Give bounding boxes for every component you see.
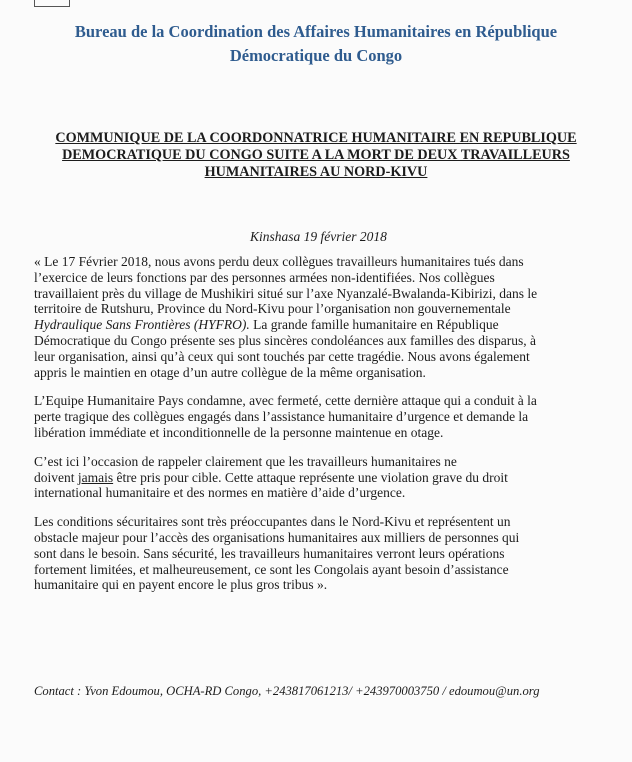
- communique-title: [30, 130, 602, 181]
- text-line: libération immédiate et inconditionnelle de la personne maintenue en otage.: [34, 424, 444, 440]
- text-line: travaillaient près du village de Mushikiri situé sur l’axe Nyanzalé-Bwalanda-Kibirizi, dans le: [34, 285, 538, 301]
- text-line: leur organisation, ainsi qu’à ceux qui sont touchés par cette tragédie. Nous avons également: [34, 348, 530, 364]
- letterhead-line-2: Démocratique du Congo: [229, 46, 403, 65]
- paragraph-4: [34, 514, 622, 593]
- text-span: La grande famille humanitaire en République: [249, 317, 499, 333]
- letterhead-logo-fragment: [34, 0, 70, 7]
- text-line: perte tragique des collègues engagés dans l’assistance humanitaire d’urgence et demande la: [34, 409, 529, 425]
- text-line: C’est ici l’occasion de rappeler clairement que les travailleurs humanitaires ne: [34, 453, 457, 469]
- text-line: territoire de Rutshuru, Province du Nord-Kivu pour l’organisation non gouvernementale: [34, 301, 511, 317]
- text-line: appris le maintien en otage d’un autre collègue de la même organisation.: [34, 364, 426, 380]
- text-line: [34, 470, 622, 486]
- text-line: [34, 317, 622, 333]
- title-line-2: DEMOCRATIQUE DU CONGO SUITE A LA MORT DE DEUX TRAVAILLEURS: [62, 147, 570, 163]
- paragraph-3: [34, 454, 622, 501]
- letterhead: [0, 20, 632, 68]
- communique-body: [34, 254, 622, 606]
- paragraph-2: [34, 393, 622, 440]
- organisation-name: Hydraulique Sans Frontières (HYFRO).: [34, 317, 250, 333]
- text-line: « Le 17 Février 2018, nous avons perdu deux collègues travailleurs humanitaires tués dans: [34, 254, 524, 269]
- text-span: doivent: [34, 469, 78, 485]
- paragraph-1: [34, 254, 622, 380]
- text-line: international humanitaire et des normes en matière d’aide d’urgence.: [34, 485, 406, 501]
- text-line: fortement limitées, et malheureusement, ce sont les Congolais ayant besoin d’assistance: [34, 561, 509, 577]
- text-line: L’Equipe Humanitaire Pays condamne, avec fermeté, cette dernière attaque qui a conduit à la: [34, 393, 537, 409]
- text-line: l’exercice de leurs fonctions par des personnes armées non-identifiées. Nos collègues: [34, 269, 495, 285]
- contact-line: Contact : Yvon Edoumou, OCHA-RD Congo, +243817061213/ +243970003750 / edoumou@un.org: [34, 684, 540, 698]
- dateline: Kinshasa 19 février 2018: [250, 229, 387, 244]
- letterhead-line-1: Bureau de la Coordination des Affaires Humanitaires en République: [74, 22, 558, 41]
- text-line: sont dans le besoin. Sans sécurité, les travailleurs humanitaires verront leurs opérations: [34, 545, 505, 561]
- text-span: être pris pour cible. Cette attaque représente une violation grave du droit: [113, 469, 508, 485]
- emphasis-word: jamais: [77, 469, 114, 485]
- title-line-3: HUMANITAIRES AU NORD-KIVU: [204, 164, 428, 180]
- text-line: Les conditions sécuritaires sont très préoccupantes dans le Nord-Kivu et représentent un: [34, 514, 511, 530]
- text-line: Démocratique du Congo présente ses plus sincères condoléances aux familles des disparus, à: [34, 332, 536, 348]
- title-line-1: COMMUNIQUE DE LA COORDONNATRICE HUMANITAIRE EN REPUBLIQUE: [55, 130, 577, 146]
- text-line: obstacle majeur pour l’accès des organisations humanitaires aux milliers de personnes qui: [34, 529, 520, 545]
- text-line: humanitaire qui en payent encore le plus gros tribus ».: [34, 577, 328, 593]
